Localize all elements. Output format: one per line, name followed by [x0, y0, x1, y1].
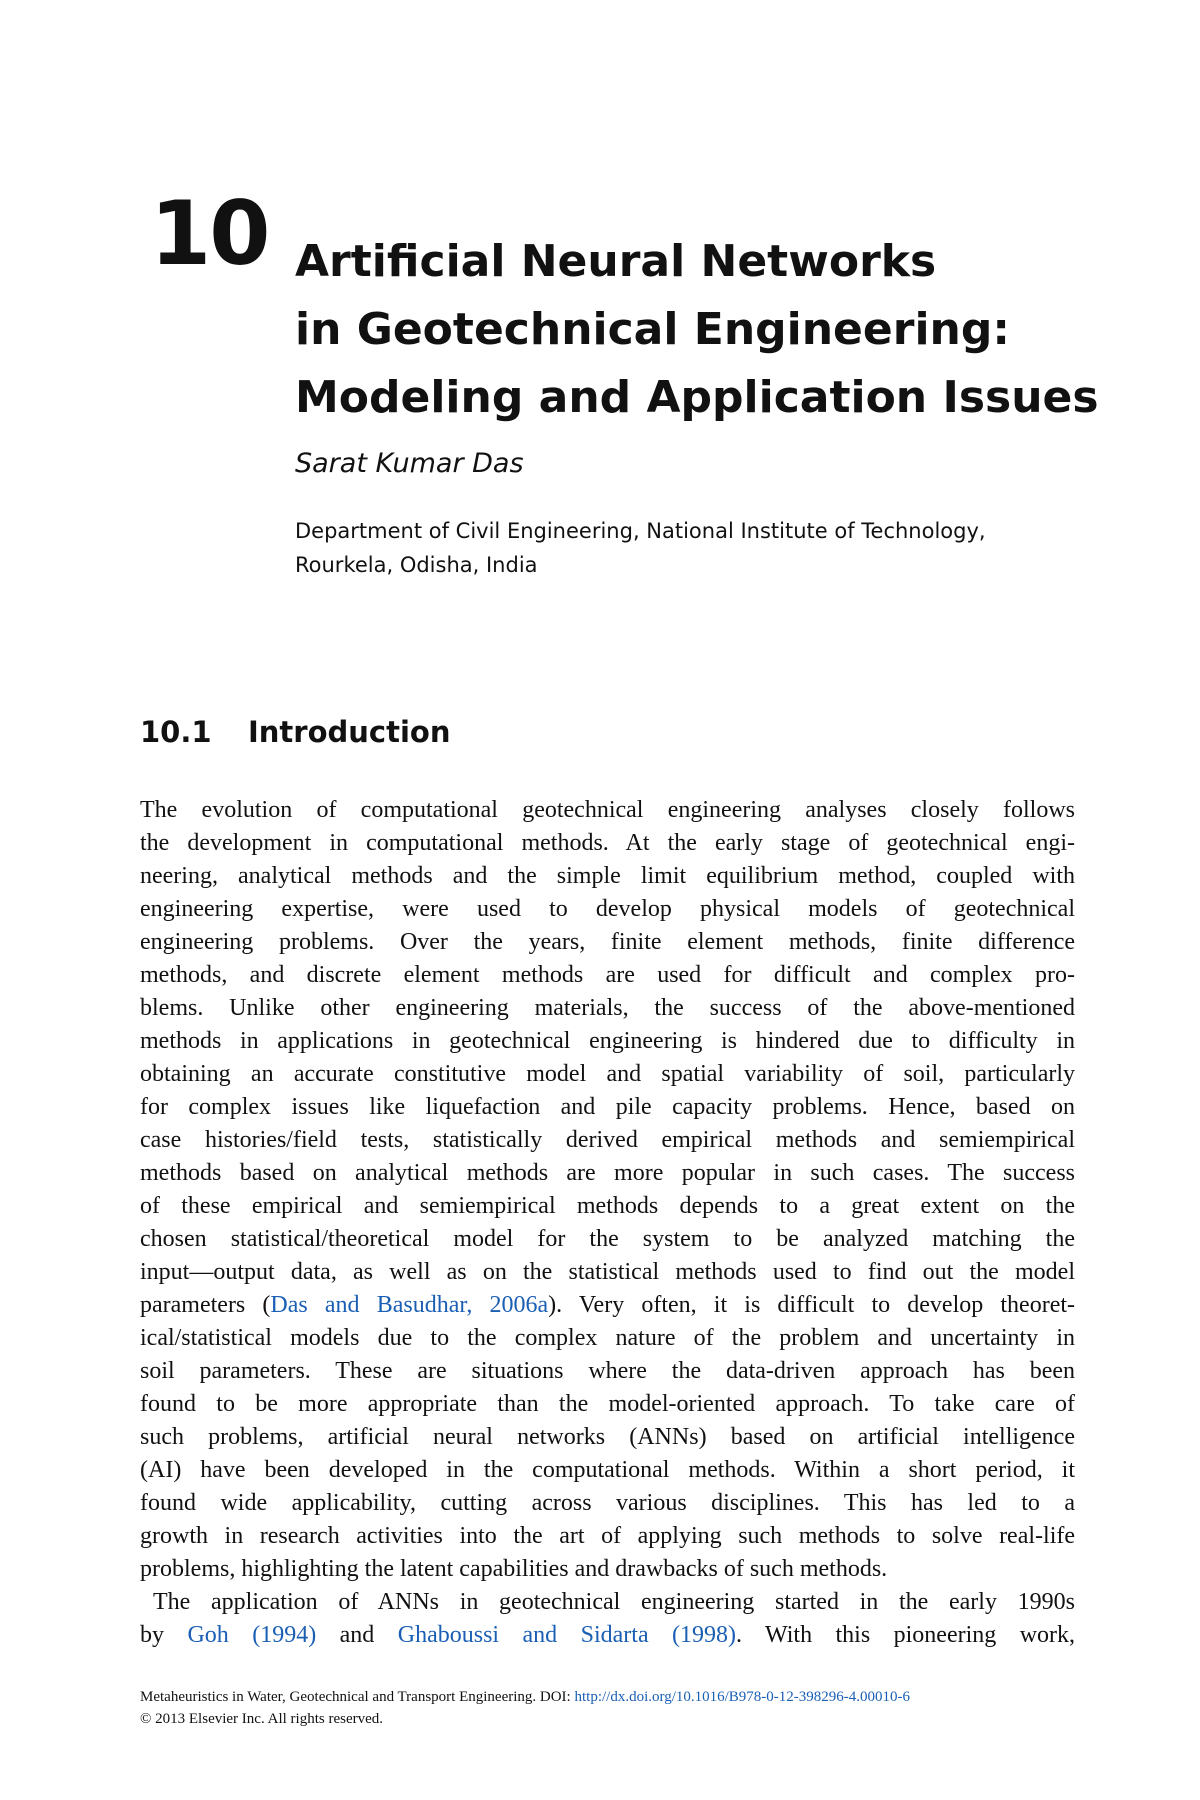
- section-number: 10.1: [140, 715, 212, 749]
- body-text-run: soil parameters. These are situations where the data-driven approach has been: [140, 1358, 1075, 1384]
- body-text-run: found wide applicability, cutting across various disciplines. This has led to a: [140, 1490, 1075, 1516]
- body-text-run: by: [140, 1622, 188, 1648]
- author-name: Sarat Kumar Das: [295, 448, 524, 479]
- body-text-run: parameters (: [140, 1292, 271, 1318]
- affiliation-line: Department of Civil Engineering, National Institute of Technology,: [295, 519, 986, 543]
- body-line: [140, 1190, 1075, 1223]
- body-line: [140, 1058, 1075, 1091]
- body-line: [140, 827, 1075, 860]
- body-line: [140, 926, 1075, 959]
- body-text-run: The evolution of computational geotechnical engineering analyses closely follows: [140, 797, 1075, 823]
- chapter-title-line: Modeling and Application Issues: [295, 372, 1099, 423]
- body-line: [140, 893, 1075, 926]
- body-text-run: . With this pioneering work,: [736, 1622, 1075, 1648]
- body-text-run: methods based on analytical methods are more popular in such cases. The success: [140, 1160, 1075, 1186]
- body-text-run: (AI) have been developed in the computational methods. Within a short period, it: [140, 1457, 1075, 1483]
- body-line: [140, 1124, 1075, 1157]
- citation-link[interactable]: Goh (1994): [187, 1622, 317, 1648]
- page-footer: [140, 1686, 910, 1730]
- body-text-run: ical/statistical models due to the complex nature of the problem and uncertainty in: [140, 1325, 1075, 1351]
- body-line: [140, 1256, 1075, 1289]
- body-text-run: found to be more appropriate than the model-oriented approach. To take care of: [140, 1391, 1075, 1417]
- body-line: [140, 1025, 1075, 1058]
- body-line: [140, 1322, 1075, 1355]
- author-affiliation: [295, 514, 1075, 582]
- body-line: [140, 1157, 1075, 1190]
- chapter-title-line: in Geotechnical Engineering:: [295, 304, 1010, 355]
- body-text-run: such problems, artificial neural networks (ANNs) based on artificial intelligence: [140, 1424, 1075, 1450]
- body-line: [140, 992, 1075, 1025]
- body-text-run: chosen statistical/theoretical model for the system to be analyzed matching the: [140, 1226, 1075, 1252]
- body-line: [140, 959, 1075, 992]
- body-line: [140, 1553, 1075, 1586]
- body-text-run: engineering problems. Over the years, finite element methods, finite difference: [140, 929, 1075, 955]
- section-title: Introduction: [248, 715, 451, 749]
- body-line: [140, 1223, 1075, 1256]
- chapter-title-line: Artificial Neural Networks: [295, 236, 937, 287]
- body-text-run: and: [316, 1622, 398, 1648]
- chapter-title: [295, 228, 1099, 432]
- chapter-number: 10: [150, 182, 269, 285]
- footer-source: [140, 1686, 910, 1708]
- body-line: [140, 1355, 1075, 1388]
- footer-source-text: Metaheuristics in Water, Geotechnical and Transport Engineering. DOI:: [140, 1689, 575, 1705]
- body-line: [140, 1091, 1075, 1124]
- body-text-run: ). Very often, it is difficult to develop theoret-: [548, 1292, 1075, 1318]
- body-line: [140, 1619, 1075, 1652]
- body-text-run: methods, and discrete element methods are used for difficult and complex pro-: [140, 962, 1075, 988]
- body-text-run: of these empirical and semiempirical methods depends to a great extent on the: [140, 1193, 1075, 1219]
- body-text-run: problems, highlighting the latent capabilities and drawbacks of such methods.: [140, 1556, 888, 1582]
- affiliation-line: Rourkela, Odisha, India: [295, 553, 538, 577]
- body-text-run: growth in research activities into the art of applying such methods to solve real-life: [140, 1523, 1075, 1549]
- body-line: [140, 1388, 1075, 1421]
- body-text-run: for complex issues like liquefaction and pile capacity problems. Hence, based on: [140, 1094, 1075, 1120]
- body-text-run: engineering expertise, were used to develop physical models of geotechnical: [140, 896, 1075, 922]
- footer-copyright: © 2013 Elsevier Inc. All rights reserved.: [140, 1711, 384, 1727]
- body-text-run: case histories/field tests, statistically derived empirical methods and semiempirical: [140, 1127, 1075, 1153]
- body-text-run: obtaining an accurate constitutive model and spatial variability of soil, particularly: [140, 1061, 1075, 1087]
- section-heading: [140, 715, 451, 749]
- citation-link[interactable]: Das and Basudhar, 2006a: [270, 1292, 549, 1318]
- citation-link[interactable]: Ghaboussi and Sidarta (1998): [397, 1622, 737, 1648]
- body-text-run: neering, analytical methods and the simple limit equilibrium method, coupled with: [140, 863, 1075, 889]
- body-text: [140, 794, 1075, 1652]
- body-text-run: the development in computational methods. At the early stage of geotechnical engi-: [140, 830, 1075, 856]
- body-line: [140, 794, 1075, 827]
- body-text-run: blems. Unlike other engineering materials, the success of the above-mentioned: [140, 995, 1075, 1021]
- body-line: [140, 1586, 1075, 1619]
- body-line: [140, 1421, 1075, 1454]
- body-text-run: input—output data, as well as on the statistical methods used to find out the model: [140, 1259, 1075, 1285]
- body-text-run: The application of ANNs in geotechnical engineering started in the early 1990s: [153, 1589, 1075, 1615]
- body-line: [140, 1454, 1075, 1487]
- body-line: [140, 1289, 1075, 1322]
- body-text-run: methods in applications in geotechnical engineering is hindered due to difficulty in: [140, 1028, 1075, 1054]
- body-line: [140, 1487, 1075, 1520]
- doi-link[interactable]: http://dx.doi.org/10.1016/B978-0-12-398296-4.00010-6: [574, 1689, 911, 1705]
- body-line: [140, 860, 1075, 893]
- body-line: [140, 1520, 1075, 1553]
